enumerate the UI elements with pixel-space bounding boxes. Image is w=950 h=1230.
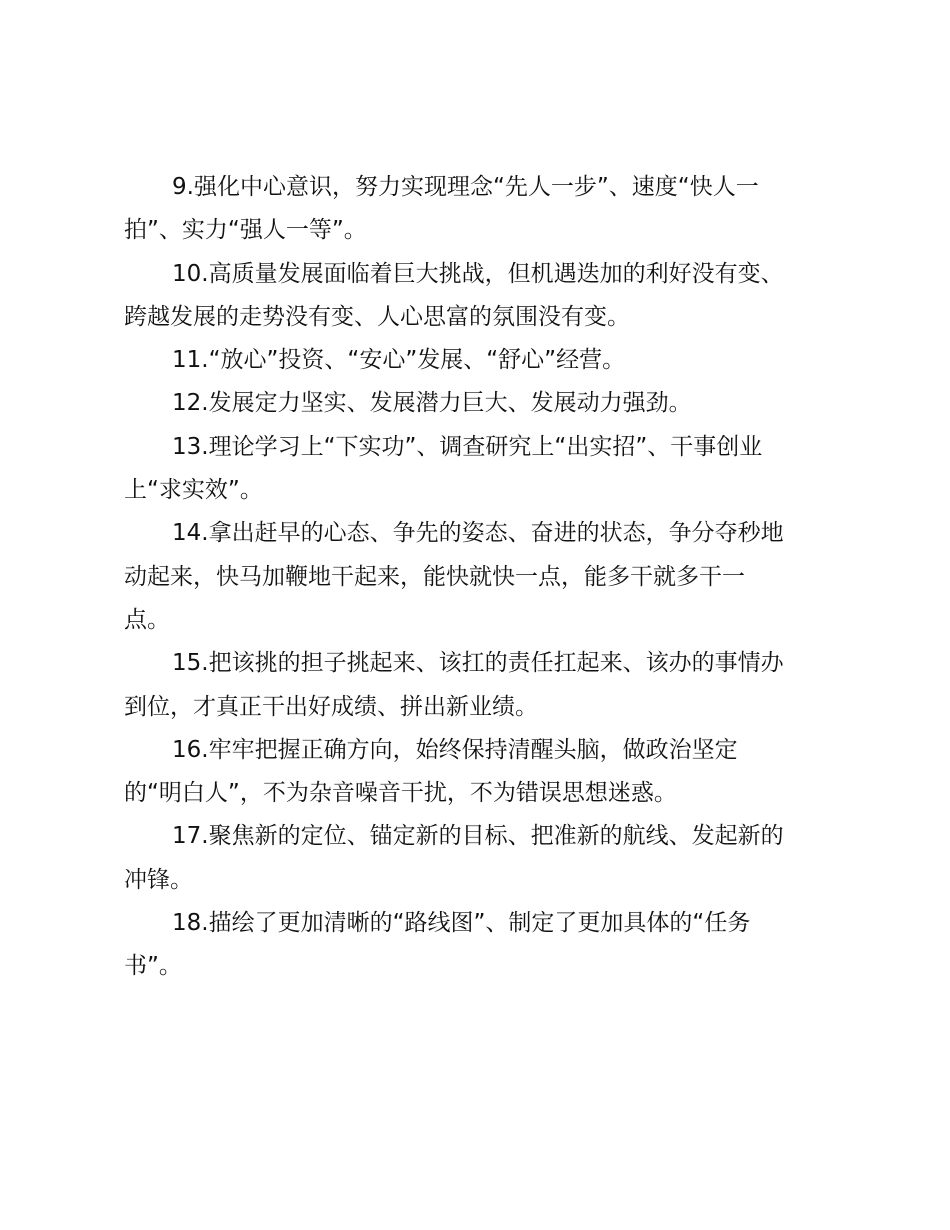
paragraph-line: 上“求实效”。 bbox=[124, 477, 263, 504]
paragraph-line: 的“明白人”，不为杂音噪音干扰，不为错误思想迷惑。 bbox=[124, 780, 677, 807]
paragraph-17 bbox=[124, 815, 844, 902]
paragraph-15 bbox=[124, 642, 844, 729]
paragraph-13 bbox=[124, 426, 844, 513]
paragraph-line: 11.“放心”投资、“安心”发展、“舒心”经营。 bbox=[172, 347, 626, 374]
paragraph-line: 10.高质量发展面临着巨大挑战，但机遇迭加的利好没有变、 bbox=[172, 260, 784, 287]
paragraph-line: 12.发展定力坚实、发展潜力巨大、发展动力强劲。 bbox=[172, 390, 692, 417]
paragraph-line: 冲锋。 bbox=[124, 866, 193, 893]
paragraph-line: 13.理论学习上“下实功”、调查研究上“出实招”、干事创业 bbox=[172, 433, 763, 460]
paragraph-line: 点。 bbox=[124, 606, 170, 633]
paragraph-16 bbox=[124, 729, 844, 816]
paragraph-10 bbox=[124, 253, 844, 340]
paragraph-line: 到位，才真正干出好成绩、拼出新业绩。 bbox=[124, 693, 538, 720]
paragraph-line: 9.强化中心意识，努力实现理念“先人一步”、速度“快人一 bbox=[172, 174, 759, 200]
paragraph-line: 跨越发展的走势没有变、人心思富的氛围没有变。 bbox=[124, 303, 630, 330]
paragraph-line: 书”。 bbox=[124, 953, 182, 980]
paragraph-line: 16.牢牢把握正确方向，始终保持清醒头脑，做政治坚定 bbox=[172, 736, 738, 763]
paragraph-14 bbox=[124, 512, 844, 642]
paragraph-line: 拍”、实力“强人一等”。 bbox=[124, 217, 367, 244]
paragraph-18 bbox=[124, 902, 844, 989]
paragraph-12 bbox=[124, 382, 844, 425]
document-body bbox=[124, 166, 844, 989]
paragraph-line: 17.聚焦新的定位、锚定新的目标、把准新的航线、发起新的 bbox=[172, 823, 784, 850]
paragraph-line: 15.把该挑的担子挑起来、该扛的责任扛起来、该办的事情办 bbox=[172, 650, 784, 677]
paragraph-11 bbox=[124, 339, 844, 382]
paragraph-line: 动起来，快马加鞭地干起来，能快就快一点，能多干就多干一 bbox=[124, 563, 745, 590]
paragraph-line: 18.描绘了更加清晰的“路线图”、制定了更加具体的“任务 bbox=[172, 910, 751, 937]
paragraph-9 bbox=[124, 166, 844, 253]
paragraph-line: 14.拿出赶早的心态、争先的姿态、奋进的状态，争分夺秒地 bbox=[172, 520, 784, 547]
